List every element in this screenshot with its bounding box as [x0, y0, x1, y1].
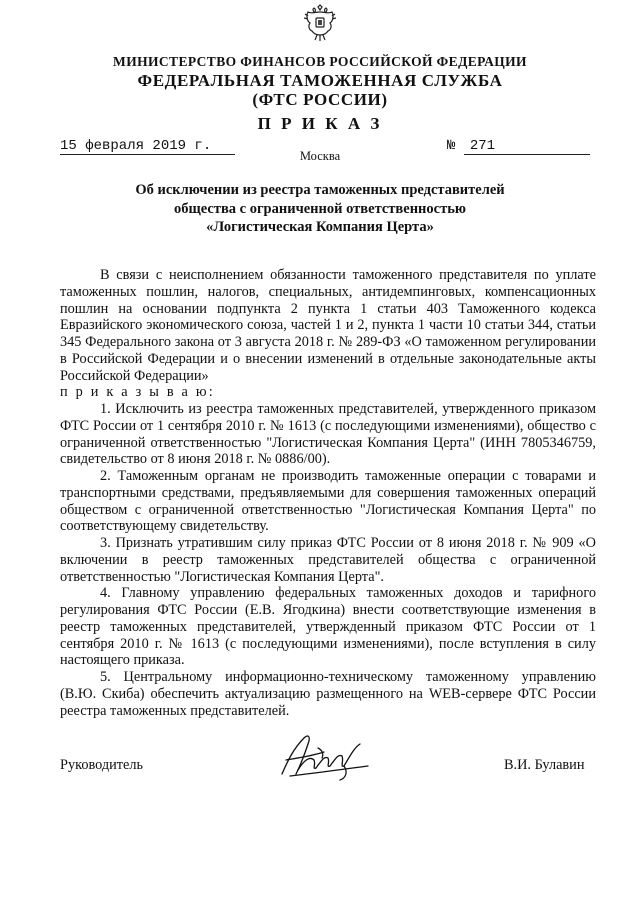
signer-position: Руководитель: [60, 757, 144, 773]
number-sign: №: [447, 138, 456, 154]
title-line-1: Об исключении из реестра таможенных представителей: [135, 182, 505, 198]
order-item-3: 3. Признать утратившим силу приказ ФТС России от 8 июня 2018 г. № 909 «О включении в реестр таможенных представителей общества с ограниченной ответственностью "Логистическая Компания Церта".: [60, 535, 596, 585]
title-line-3: «Логистическая Компания Церта»: [206, 219, 434, 235]
preamble: В связи с неисполнением обязанности таможенного представителя по уплате таможенных пошлин, налогов, специальных, антидемпинговых, компенсационных пошлин на основании подпункта 2 пункта 1 статьи 403 Таможенного кодекса Евразийского экономического союза, частей 1 и 2, пункта 1 части 10 статьи 344, статьи 345 Федерального закона от 3 августа 2018 г. № 289-ФЗ «О таможенном регулировании в Российской Федерации и о внесении изменений в отдельные законодательные акты Российской Федерации»: [60, 267, 596, 384]
order-item-4: 4. Главному управлению федеральных таможенных доходов и тарифного регулирования ФТС России (Е.В. Ягодкина) внести соответствующие изменения в реестр таможенных представителей, утвержденный приказом ФТС России от 1 сентября 2010 г. № 1613 (с последующими изменениями), после вступления в силу настоящего приказа.: [60, 585, 596, 669]
ministry-name: МИНИСТЕРСТВО ФИНАНСОВ РОССИЙСКОЙ ФЕДЕРАЦИИ: [113, 54, 527, 69]
city: Москва: [299, 149, 341, 163]
order-item-2: 2. Таможенным органам не производить таможенные операции с товарами и транспортными средствами, предъявляемыми для совершения таможенных операций обществом с ограниченной ответственностью "Логистическая Компания Церта" по соответствующему свидетельству.: [60, 468, 596, 535]
order-body: [60, 267, 596, 719]
signature-icon: [278, 730, 378, 782]
signer-name: В.И. Булавин: [504, 757, 585, 773]
order-item-1: 1. Исключить из реестра таможенных представителей, утвержденного приказом ФТС России от 1 сентября 2010 г. № 1613 (с последующими изменениями), общество с ограниченной ответственностью "Логистическая Компания Церта" (ИНН 7805346759, свидетельство от 8 июня 2018 г. № 0886/00).: [60, 401, 596, 468]
order-title: [0, 181, 640, 237]
emblem-icon: [303, 4, 337, 44]
document-type: П Р И К А З: [257, 114, 383, 133]
order-word: п р и к а з ы в а ю:: [60, 384, 215, 401]
service-name: ФЕДЕРАЛЬНАЯ ТАМОЖЕННАЯ СЛУЖБА: [137, 71, 503, 90]
title-line-2: общества с ограниченной ответственностью: [174, 200, 466, 217]
order-number: 271: [464, 138, 590, 155]
order-date: 15 февраля 2019 г.: [60, 138, 235, 155]
service-abbreviation: (ФТС РОССИИ): [252, 90, 388, 109]
order-item-5: 5. Центральному информационно-техническому таможенному управлению (В.Ю. Скиба) обеспечить актуализацию размещенного на WEB-сервере ФТС России реестра таможенных представителей.: [60, 669, 596, 719]
